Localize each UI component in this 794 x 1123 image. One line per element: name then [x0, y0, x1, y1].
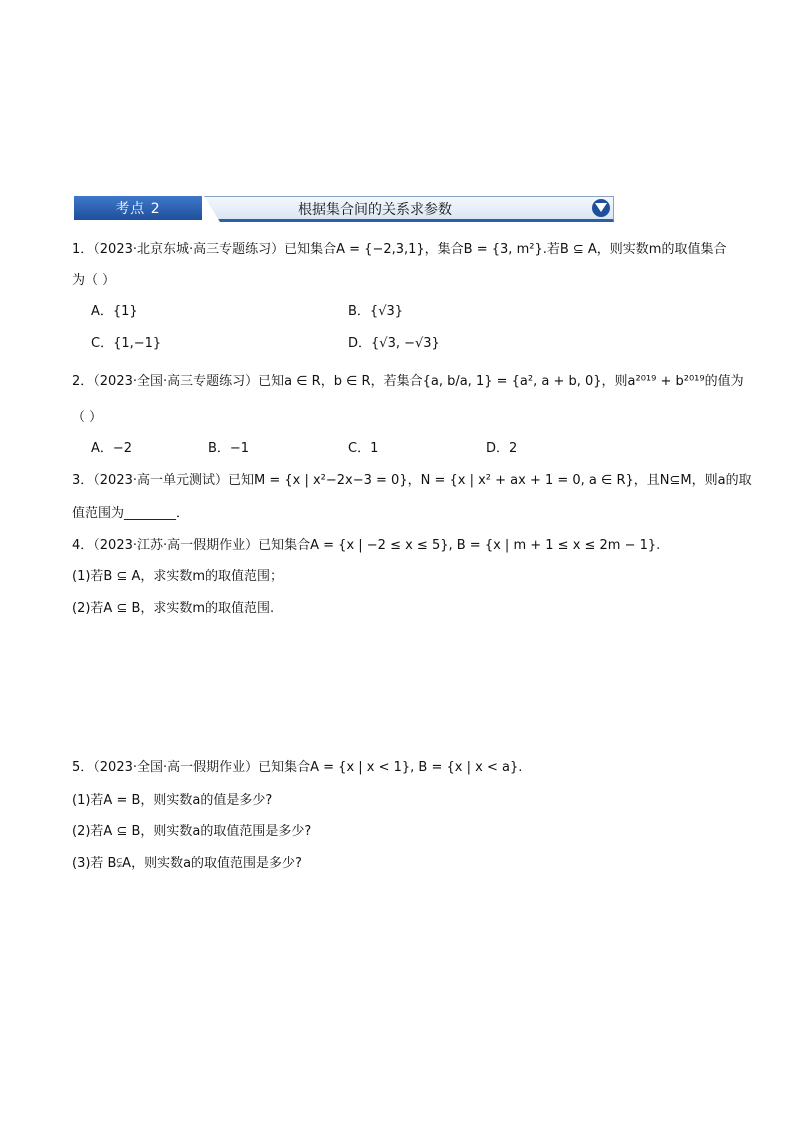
q1-stem-line2: 为（ ） — [72, 273, 116, 288]
q2-stem-line2: （ ） — [72, 410, 103, 425]
q3-stem-line1: 3．（2023·高一单元测试）已知M = {x | x²−2x−3 = 0}，N = {x | x² + ax + 1 = 0, a ∈ R}，且N⊆M，则a的取 — [72, 473, 752, 488]
q1-option-c[interactable]: C．{1,−1} — [91, 336, 162, 351]
section-banner — [74, 196, 614, 222]
q4-part-1: (1)若B ⊆ A，求实数m的取值范围； — [72, 569, 284, 584]
chevron-down-circle-icon[interactable] — [592, 199, 610, 217]
q2-option-c[interactable]: C．1 — [348, 441, 379, 456]
q1-option-d[interactable]: D．{√3, −√3} — [348, 336, 440, 351]
section-badge: 考点 2 — [74, 196, 202, 220]
q5-part-3: (3)若 B⫋A，则实数a的取值范围是多少? — [72, 856, 302, 871]
q4-part-2: (2)若A ⊆ B，求实数m的取值范围. — [72, 601, 275, 616]
q5-stem: 5．（2023·全国·高一假期作业）已知集合A = {x | x < 1}, B = {x | x < a}. — [72, 760, 523, 775]
q3-stem-line2: 值范围为________． — [72, 506, 190, 521]
q5-part-1: (1)若A = B，则实数a的值是多少? — [72, 793, 273, 808]
q1-stem-line1: 1．（2023·北京东城·高三专题练习）已知集合A = {−2,3,1}，集合B = {3, m²}.若B ⊆ A，则实数m的取值集合 — [72, 242, 727, 257]
section-title: 根据集合间的关系求参数 — [298, 202, 452, 218]
q2-option-d[interactable]: D．2 — [486, 441, 518, 456]
q1-option-a[interactable]: A．{1} — [91, 304, 138, 319]
q2-stem-line1: 2．（2023·全国·高三专题练习）已知a ∈ R，b ∈ R，若集合{a, b/a, 1} = {a², a + b, 0}，则a²⁰¹⁹ + b²⁰¹⁹的值为 — [72, 374, 744, 389]
q4-stem: 4．（2023·江苏·高一假期作业）已知集合A = {x | −2 ≤ x ≤ 5}, B = {x | m + 1 ≤ x ≤ 2m − 1}. — [72, 538, 661, 553]
q2-option-b[interactable]: B．−1 — [208, 441, 250, 456]
q1-option-b[interactable]: B．{√3} — [348, 304, 404, 319]
q5-part-2: (2)若A ⊆ B，则实数a的取值范围是多少? — [72, 824, 312, 839]
q2-option-a[interactable]: A．−2 — [91, 441, 133, 456]
